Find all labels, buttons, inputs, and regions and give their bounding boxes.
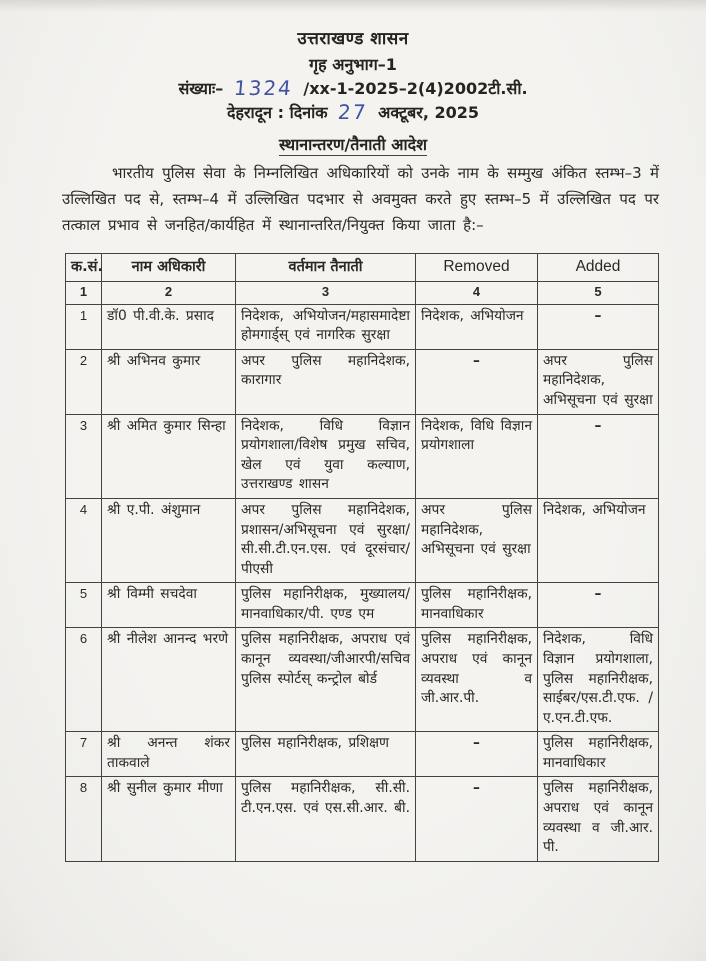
- column-number-5: 5: [538, 282, 659, 304]
- column-number-row: [66, 282, 659, 304]
- cell-current: अपर पुलिस महानिदेशक, प्रशासन/अभिसूचना एवं सुरक्षा/सी.सी.टी.एन.एस. एवं दूरसंचार/पीएसी: [236, 498, 416, 582]
- cell-current: पुलिस महानिरीक्षक, अपराध एवं कानून व्यवस्था/जीआरपी/सचिव पुलिस स्पोर्टस् कन्ट्रोल बोर्ड: [236, 628, 416, 732]
- table-row: [66, 583, 659, 628]
- table-row: [66, 628, 659, 732]
- cell-current: पुलिस महानिरीक्षक, प्रशिक्षण: [236, 732, 416, 777]
- cell-added: अपर पुलिस महानिदेशक, अभिसूचना एवं सुरक्षा: [538, 349, 659, 414]
- place-date-suffix: अक्टूबर, 2025: [378, 103, 480, 122]
- cell-sn: 3: [66, 414, 102, 498]
- cell-name: श्री विम्मी सचदेवा: [102, 583, 236, 628]
- cell-sn: 6: [66, 628, 102, 732]
- cell-current: निदेशक, अभियोजन/महासमादेष्टा होमगार्ड्स् एवं नागरिक सुरक्षा: [236, 304, 416, 349]
- cell-added: –: [538, 304, 659, 349]
- column-header-4: Removed: [416, 254, 538, 282]
- place-date-line: [0, 101, 706, 123]
- title-row: [0, 133, 706, 155]
- column-number-3: 3: [236, 282, 416, 304]
- org-name: उत्तराखण्ड शासन: [297, 29, 409, 49]
- department-section: गृह अनुभाग–1: [309, 55, 397, 74]
- reference-number-line: [0, 77, 706, 99]
- handwritten-date: 27: [337, 100, 369, 124]
- cell-sn: 5: [66, 583, 102, 628]
- cell-name: श्री नीलेश आनन्द भरणे: [102, 628, 236, 732]
- cell-added: निदेशक, विधि विज्ञान प्रयोगशाला, पुलिस महानिरीक्षक, साईबर/एस.टी.एफ. /ए.एन.टी.एफ.: [538, 628, 659, 732]
- cell-removed: –: [416, 349, 538, 414]
- place-date-prefix: देहरादून : दिनांक: [226, 103, 328, 122]
- cell-name: श्री ए.पी. अंशुमान: [102, 498, 236, 582]
- document-title: स्थानान्तरण/तैनाती आदेश: [278, 135, 427, 154]
- cell-removed: –: [416, 732, 538, 777]
- cell-added: –: [538, 583, 659, 628]
- column-header-2: नाम अधिकारी: [102, 254, 236, 282]
- column-header-1: क.सं.: [66, 254, 102, 282]
- table-row: [66, 732, 659, 777]
- cell-current: निदेशक, विधि विज्ञान प्रयोगशाला/विशेष प्रमुख सचिव, खेल एवं युवा कल्याण, उत्तराखण्ड शासन: [236, 414, 416, 498]
- table-body: [66, 304, 659, 861]
- order-paragraph: भारतीय पुलिस सेवा के निम्नलिखित अधिकारियों को उनके नाम के सम्मुख अंकित स्तम्भ–3 में उल्लिखित पद से, स्तम्भ–4 में उल्लिखित पदभार से अवमुक्त करते हुए स्तम्भ–5 में उल्लिखित पद पर तत्काल प्रभाव से जनहित/कार्यहित में स्थानान्तरित/नियुक्त किया जाता है:–: [62, 164, 659, 235]
- cell-current: अपर पुलिस महानिदेशक, कारागार: [236, 349, 416, 414]
- cell-added: –: [538, 414, 659, 498]
- column-header-5: Added: [538, 254, 659, 282]
- cell-sn: 1: [66, 304, 102, 349]
- cell-removed: निदेशक, विधि विज्ञान प्रयोगशाला: [416, 414, 538, 498]
- document-header: [0, 0, 706, 123]
- cell-name: श्री अमित कुमार सिन्हा: [102, 414, 236, 498]
- column-number-2: 2: [102, 282, 236, 304]
- ref-prefix: संख्याः–: [178, 79, 224, 98]
- table-header-row: [66, 254, 659, 282]
- cell-removed: पुलिस महानिरीक्षक, मानवाधिकार: [416, 583, 538, 628]
- cell-current: पुलिस महानिरीक्षक, सी.सी. टी.एन.एस. एवं एस.सी.आर. बी.: [236, 777, 416, 861]
- cell-name: श्री अनन्त शंकर ताकवाले: [102, 732, 236, 777]
- table-row: [66, 349, 659, 414]
- cell-added: पुलिस महानिरीक्षक, अपराध एवं कानून व्यवस्था व जी.आर. पी.: [538, 777, 659, 861]
- cell-sn: 7: [66, 732, 102, 777]
- cell-sn: 8: [66, 777, 102, 861]
- cell-name: डॉ0 पी.वी.के. प्रसाद: [102, 304, 236, 349]
- column-header-3: वर्तमान तैनाती: [236, 254, 416, 282]
- cell-removed: –: [416, 777, 538, 861]
- cell-sn: 4: [66, 498, 102, 582]
- table-row: [66, 498, 659, 582]
- cell-added: पुलिस महानिरीक्षक, मानवाधिकार: [538, 732, 659, 777]
- cell-removed: अपर पुलिस महानिदेशक, अभिसूचना एवं सुरक्षा: [416, 498, 538, 582]
- table-head: [66, 254, 659, 304]
- ref-suffix: /xx-1-2025–2(4)2002टी.सी.: [303, 79, 528, 98]
- cell-removed: पुलिस महानिरीक्षक, अपराध एवं कानून व्यवस्था व जी.आर.पी.: [416, 628, 538, 732]
- cell-name: श्री सुनील कुमार मीणा: [102, 777, 236, 861]
- table-row: [66, 777, 659, 861]
- cell-current: पुलिस महानिरीक्षक, मुख्यालय/मानवाधिकार/पी. एण्ड एम: [236, 583, 416, 628]
- table-row: [66, 414, 659, 498]
- cell-removed: निदेशक, अभियोजन: [416, 304, 538, 349]
- column-number-1: 1: [66, 282, 102, 304]
- cell-added: निदेशक, अभियोजन: [538, 498, 659, 582]
- transfer-order-table: [65, 253, 659, 861]
- table-row: [66, 304, 659, 349]
- cell-name: श्री अभिनव कुमार: [102, 349, 236, 414]
- column-number-4: 4: [416, 282, 538, 304]
- cell-sn: 2: [66, 349, 102, 414]
- handwritten-ref-number: 1324: [232, 76, 294, 100]
